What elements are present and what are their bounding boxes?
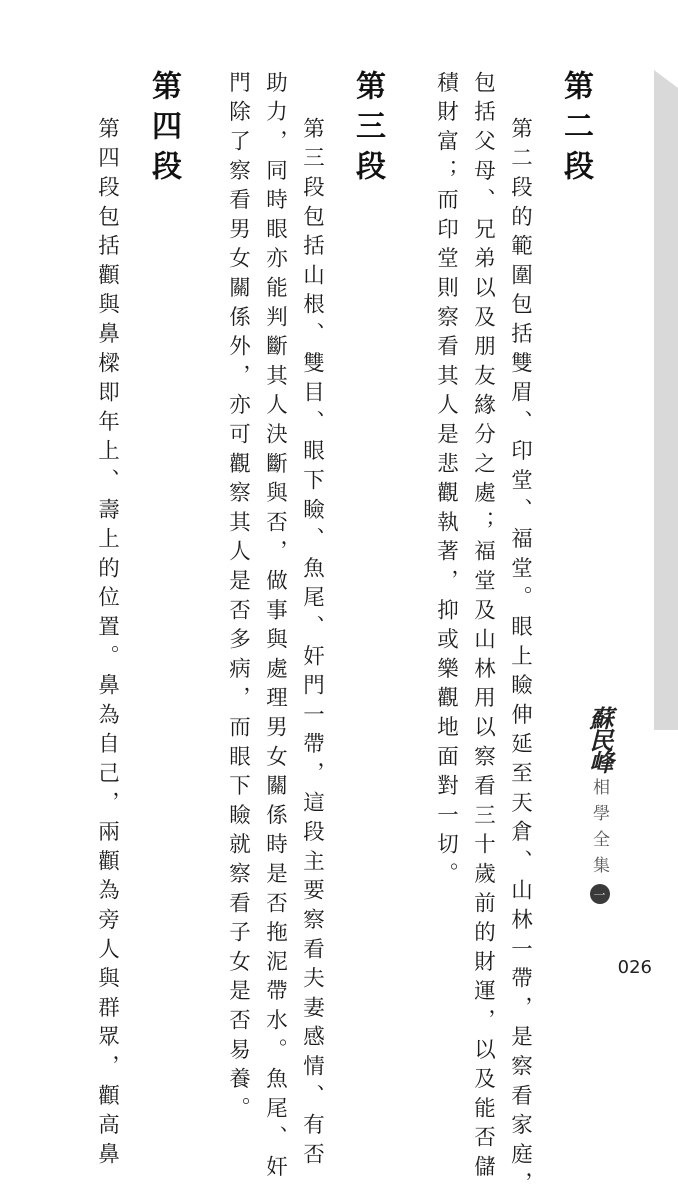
section-4-line-1: 第四段包括顴與鼻樑即年上、壽上的位置。鼻為自己，兩顴為旁人與群眾，顴高鼻 bbox=[94, 117, 120, 1172]
section-3-line-2: 助力，同時眼亦能判斷其人決斷與否，做事與處理男女關係時是否拖泥帶水。魚尾、奸 bbox=[262, 71, 288, 1185]
section-3-line-3: 門除了察看男女關係外，亦可觀察其人是否多病，而眼下瞼就察看子女是否易養。 bbox=[225, 71, 251, 1126]
section-2-line-1: 第二段的範圍包括雙眉、印堂、福堂。眼上瞼伸延至天倉、山林一帶，是察看家庭， bbox=[507, 117, 533, 1201]
section-2-line-2: 包括父母、兄弟以及朋友緣分之處；福堂及山林用以察看三十歲前的財運，以及能否儲 bbox=[470, 71, 496, 1185]
section-2-line-3: 積財富；而印堂則察看其人是悲觀執著，抑或樂觀地面對一切。 bbox=[433, 71, 459, 892]
volume-badge: 一 bbox=[590, 884, 610, 904]
book-brand bbox=[547, 706, 652, 904]
section-heading-4: 第四段 bbox=[146, 70, 181, 190]
author-signature: 蘇民峰 bbox=[585, 706, 614, 772]
section-heading-2: 第二段 bbox=[558, 70, 593, 190]
series-title: 相學全集 bbox=[589, 778, 609, 882]
section-3-line-1: 第三段包括山根、雙目、眼下瞼、魚尾、奸門一帶，這段主要察看夫妻感情、有否 bbox=[299, 117, 325, 1172]
side-tab bbox=[654, 70, 678, 730]
page-number: 026 bbox=[617, 957, 652, 978]
section-heading-3: 第三段 bbox=[350, 70, 385, 190]
